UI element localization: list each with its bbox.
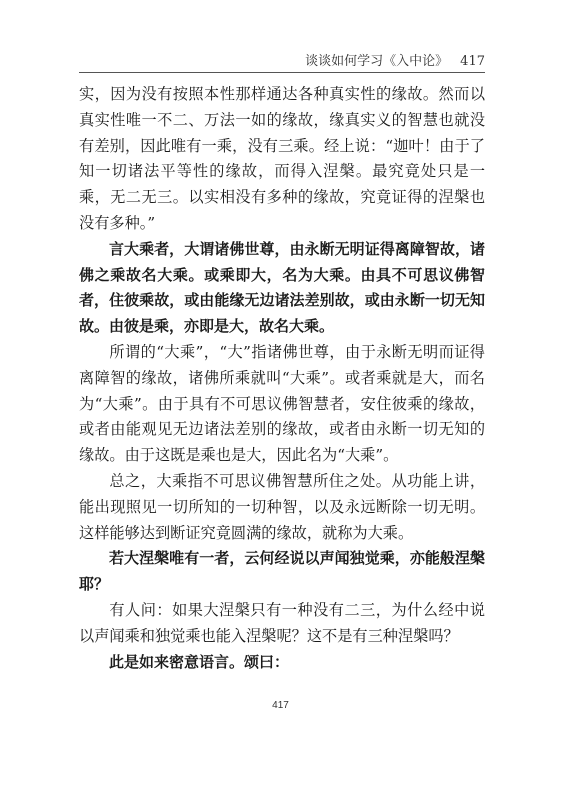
body-text (79, 82, 485, 675)
paragraph: 言大乘者，大谓诸佛世尊，由永断无明证得离障智故，诸佛之乘故名大乘。或乘即大，名为大乘。由具不可思议佛智者，住彼乘故，或由能缘无边诸法差别故，或由永断一切无知故。由彼是乘，亦即是大，故名大乘。 (79, 239, 485, 336)
footer-page-number: 417 (272, 700, 289, 711)
paragraph: 此是如来密意语言。颂曰： (109, 652, 290, 671)
running-header (79, 50, 485, 69)
header-page-number: 417 (460, 54, 485, 69)
header-rule (79, 72, 485, 73)
paragraph: 若大涅槃唯有一者，云何经说以声闻独觉乘，亦能般涅槃耶？ (79, 549, 485, 594)
paragraph: 有人问：如果大涅槃只有一种没有二三，为什么经中说以声闻乘和独觉乘也能入涅槃呢？这不是有三种涅槃吗？ (79, 600, 485, 645)
paragraph: 总之，大乘指不可思议佛智慧所住之处。从功能上讲，能出现照见一切所知的一切种智，以及永远断除一切无明。这样能够达到断证究竟圆满的缘故，就称为大乘。 (79, 471, 485, 542)
running-title: 谈谈如何学习《入中论》 (305, 54, 449, 69)
paragraph: 所谓的“大乘”，“大”指诸佛世尊，由于永断无明而证得离障智的缘故，诸佛所乘就叫“大乘”。或者乘就是大，而名为“大乘”。由于具有不可思议佛智慧者，安住彼乘的缘故，或者由能观见无边诸法差别的缘故，或者由永断一切无知的缘故。由于这既是乘也是大，因此名为“大乘”。 (79, 342, 485, 465)
paragraph: 实，因为没有按照本性那样通达各种真实性的缘故。然而以真实性唯一不二、万法一如的缘故，缘真实义的智慧也就没有差别，因此唯有一乘，没有三乘。经上说：“迦叶！由于了知一切诸法平等性的缘故，而得入涅槃。最究竟处只是一乘，无二无三。以实相没有多种的缘故，究竟证得的涅槃也没有多种。” (79, 85, 485, 232)
